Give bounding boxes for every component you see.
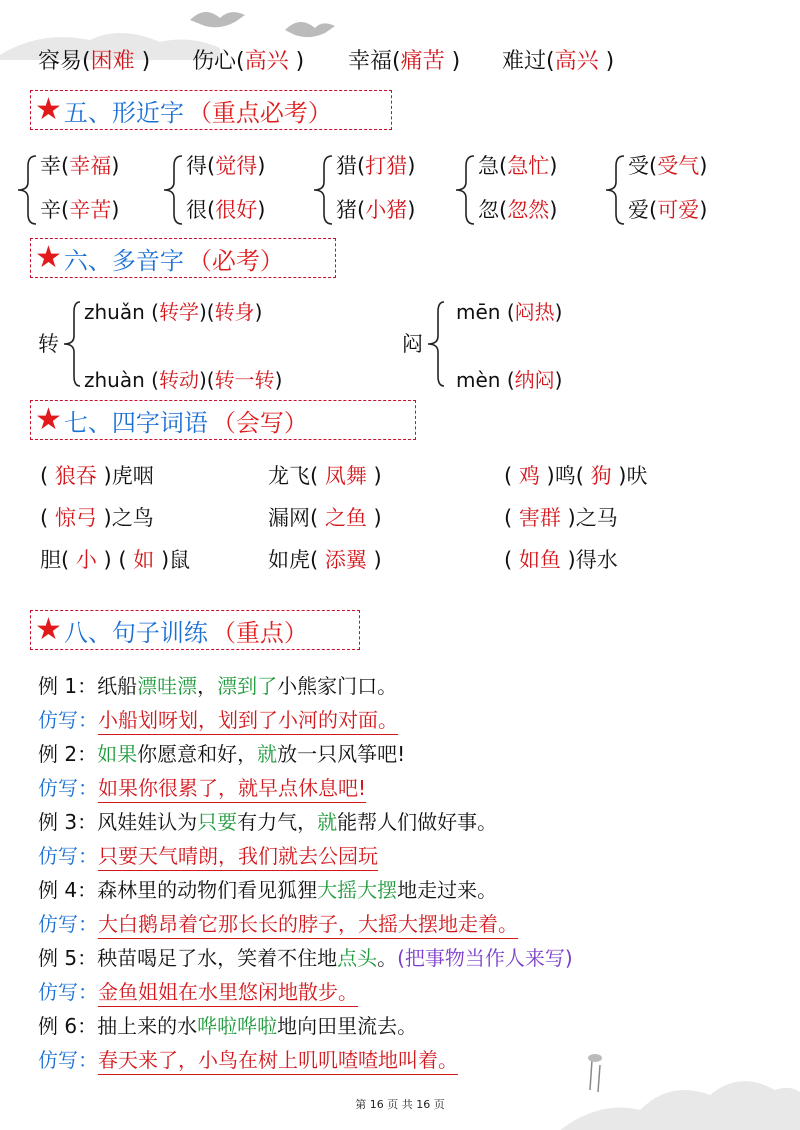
example-4: 例 4：森林里的动物们看见狐狸大摇大摆地走过来。 <box>38 878 498 902</box>
imitation-5: 仿写：金鱼姐姐在水里悠闲地散步。 <box>38 976 358 1005</box>
idiom-r3c2: 如虎( 添翼 ) <box>268 548 382 572</box>
similar-top-4: 急(急忙) <box>478 154 558 178</box>
imitation-3: 仿写：只要天气晴朗，我们就去公园玩 <box>38 840 378 869</box>
brace-icon <box>60 296 82 392</box>
similar-top-2: 得(觉得) <box>186 154 266 178</box>
idiom-r2c3: ( 害群 )之马 <box>504 506 618 530</box>
idiom-r3c1: 胆( 小 ) ( 如 )鼠 <box>40 548 191 572</box>
imitation-4: 仿写：大白鹅昂着它那长长的脖子，大摇大摆地走着。 <box>38 908 518 937</box>
polyphone-bottom-2: mèn (纳闷) <box>456 368 563 392</box>
polyphone-top-1: zhuǎn (转学)(转身) <box>84 300 263 324</box>
similar-top-3: 猎(打猎) <box>336 154 416 178</box>
brace-icon <box>448 152 478 228</box>
star-icon: ★ <box>35 612 62 647</box>
brace-icon <box>156 152 186 228</box>
example-5: 例 5：秧苗喝足了水，笑着不住地点头。(把事物当作人来写) <box>38 946 573 970</box>
example-2: 例 2：如果你愿意和好，就放一只风筝吧! <box>38 742 406 766</box>
antonym-1: 容易(困难 ) <box>38 49 151 74</box>
brace-icon <box>598 152 628 228</box>
polyphone-top-2: mēn (闷热) <box>456 300 563 324</box>
idiom-r2c1: ( 惊弓 )之鸟 <box>40 506 154 530</box>
antonym-2: 伤心(高兴 ) <box>192 49 305 74</box>
example-1: 例 1：纸船漂哇漂，漂到了小熊家门口。 <box>38 674 398 698</box>
idiom-r2c2: 漏网( 之鱼 ) <box>268 506 382 530</box>
similar-bottom-3: 猪(小猪) <box>336 198 416 222</box>
brace-icon <box>10 152 40 228</box>
brace-icon <box>424 296 446 392</box>
star-icon: ★ <box>35 402 62 437</box>
polyphone-char-2: 闷 <box>402 332 423 356</box>
bottom-decoration <box>560 1040 800 1130</box>
antonym-3: 幸福(痛苦 ) <box>348 49 461 74</box>
similar-bottom-1: 辛(辛苦) <box>40 198 120 222</box>
imitation-6: 仿写：春天来了，小鸟在树上叽叽喳喳地叫着。 <box>38 1044 458 1073</box>
similar-bottom-2: 很(很好) <box>186 198 266 222</box>
section-8-header: ★ 八、句子训练 （重点） <box>30 610 360 650</box>
section-7-header: ★ 七、四字词语 （会写） <box>30 400 416 440</box>
imitation-1: 仿写：小船划呀划，划到了小河的对面。 <box>38 704 398 733</box>
idiom-r3c3: ( 如鱼 )得水 <box>504 548 618 572</box>
antonym-4: 难过(高兴 ) <box>502 49 615 74</box>
example-3: 例 3：风娃娃认为只要有力气，就能帮人们做好事。 <box>38 810 498 834</box>
brace-icon <box>306 152 336 228</box>
example-6: 例 6：抽上来的水哗啦哗啦地向田里流去。 <box>38 1014 418 1038</box>
similar-top-5: 受(受气) <box>628 154 708 178</box>
polyphone-char-1: 转 <box>38 332 59 356</box>
imitation-2: 仿写：如果你很累了，就早点休息吧! <box>38 772 366 801</box>
similar-top-1: 幸(幸福) <box>40 154 120 178</box>
similar-bottom-4: 忽(忽然) <box>478 198 558 222</box>
section-6-header: ★ 六、多音字 （必考） <box>30 238 336 278</box>
idiom-r1c3: ( 鸡 )鸣( 狗 )吠 <box>504 464 648 488</box>
section-5-header: ★ 五、形近字 （重点必考） <box>30 90 392 130</box>
polyphone-bottom-1: zhuàn (转动)(转一转) <box>84 368 283 392</box>
star-icon: ★ <box>35 240 62 275</box>
idiom-r1c2: 龙飞( 凤舞 ) <box>268 464 382 488</box>
star-icon: ★ <box>35 92 62 127</box>
similar-bottom-5: 爱(可爱) <box>628 198 708 222</box>
page-footer: 第 16 页 共 16 页 <box>355 1098 445 1111</box>
idiom-r1c1: ( 狼吞 )虎咽 <box>40 464 154 488</box>
